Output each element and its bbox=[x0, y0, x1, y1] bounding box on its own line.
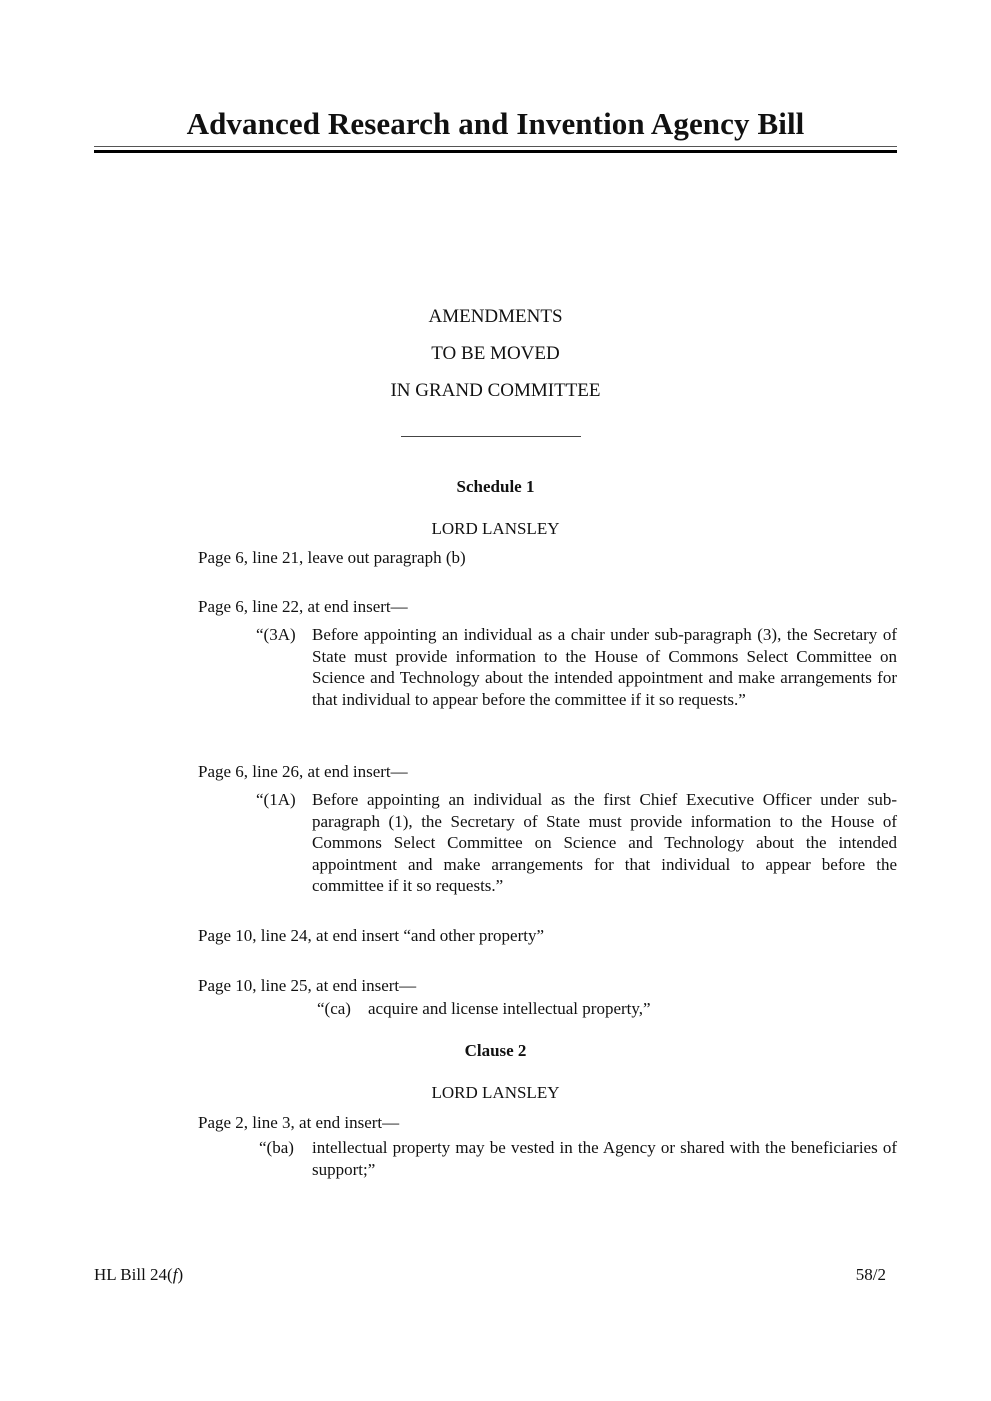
amendment-insert bbox=[317, 998, 897, 1020]
amendment-insert bbox=[256, 624, 897, 710]
amendment-instruction: Page 2, line 3, at end insert— bbox=[198, 1113, 400, 1132]
insert-text: Before appointing an individual as the first Chief Executive Officer under sub-paragraph (1), the Secretary of State must provide information to the House of Commons Select Committee on Science and Technology about the intended appointment and make arrangements for that individual to appear before the committee if it so requests.” bbox=[312, 790, 897, 895]
bill-reference bbox=[94, 1265, 183, 1285]
page-reference: 58/2 bbox=[855, 1265, 886, 1284]
mover-name: LORD LANSLEY bbox=[431, 519, 560, 538]
insert-number: “(ca) bbox=[317, 999, 351, 1018]
section-heading-clause-2: Clause 2 bbox=[464, 1041, 527, 1060]
bill-ref-letter: f bbox=[172, 1265, 178, 1284]
insert-text: Before appointing an individual as a chair under sub-paragraph (3), the Secretary of State must provide information to the House of Commons Select Committee on Science and Technology about the intended appointment and make arrangements for that individual to appear before the committee if it so requests.” bbox=[312, 625, 897, 709]
bill-ref-suffix: ) bbox=[177, 1265, 184, 1284]
header-line-to-be-moved: TO BE MOVED bbox=[431, 343, 560, 364]
header-line-amendments: AMENDMENTS bbox=[428, 306, 563, 327]
insert-text: intellectual property may be vested in the Agency or shared with the beneficiaries of support;” bbox=[312, 1138, 897, 1179]
title-rule-thick bbox=[94, 150, 897, 153]
mover-name: LORD LANSLEY bbox=[431, 1083, 560, 1102]
section-heading-schedule-1: Schedule 1 bbox=[456, 477, 535, 496]
title-rule-thin bbox=[94, 146, 897, 147]
insert-number: “(ba) bbox=[259, 1138, 294, 1157]
amendment-instruction: Page 6, line 21, leave out paragraph (b) bbox=[198, 548, 466, 567]
amendment-insert bbox=[256, 1137, 897, 1180]
amendment-instruction: Page 10, line 24, at end insert “and other property” bbox=[198, 926, 545, 945]
header-line-grand-committee: IN GRAND COMMITTEE bbox=[390, 380, 601, 401]
amendment-instruction: Page 6, line 26, at end insert— bbox=[198, 762, 408, 781]
amendment-instruction: Page 6, line 22, at end insert— bbox=[198, 597, 408, 616]
amendment-insert bbox=[256, 789, 897, 897]
document-title: Advanced Research and Invention Agency Bill bbox=[186, 106, 805, 141]
insert-text: acquire and license intellectual property,” bbox=[368, 999, 651, 1018]
bill-ref-prefix: HL Bill 24( bbox=[94, 1265, 173, 1284]
insert-number: “(3A) bbox=[256, 625, 296, 644]
amendment-instruction: Page 10, line 25, at end insert— bbox=[198, 976, 417, 995]
insert-number: “(1A) bbox=[256, 790, 296, 809]
section-divider bbox=[401, 436, 581, 437]
